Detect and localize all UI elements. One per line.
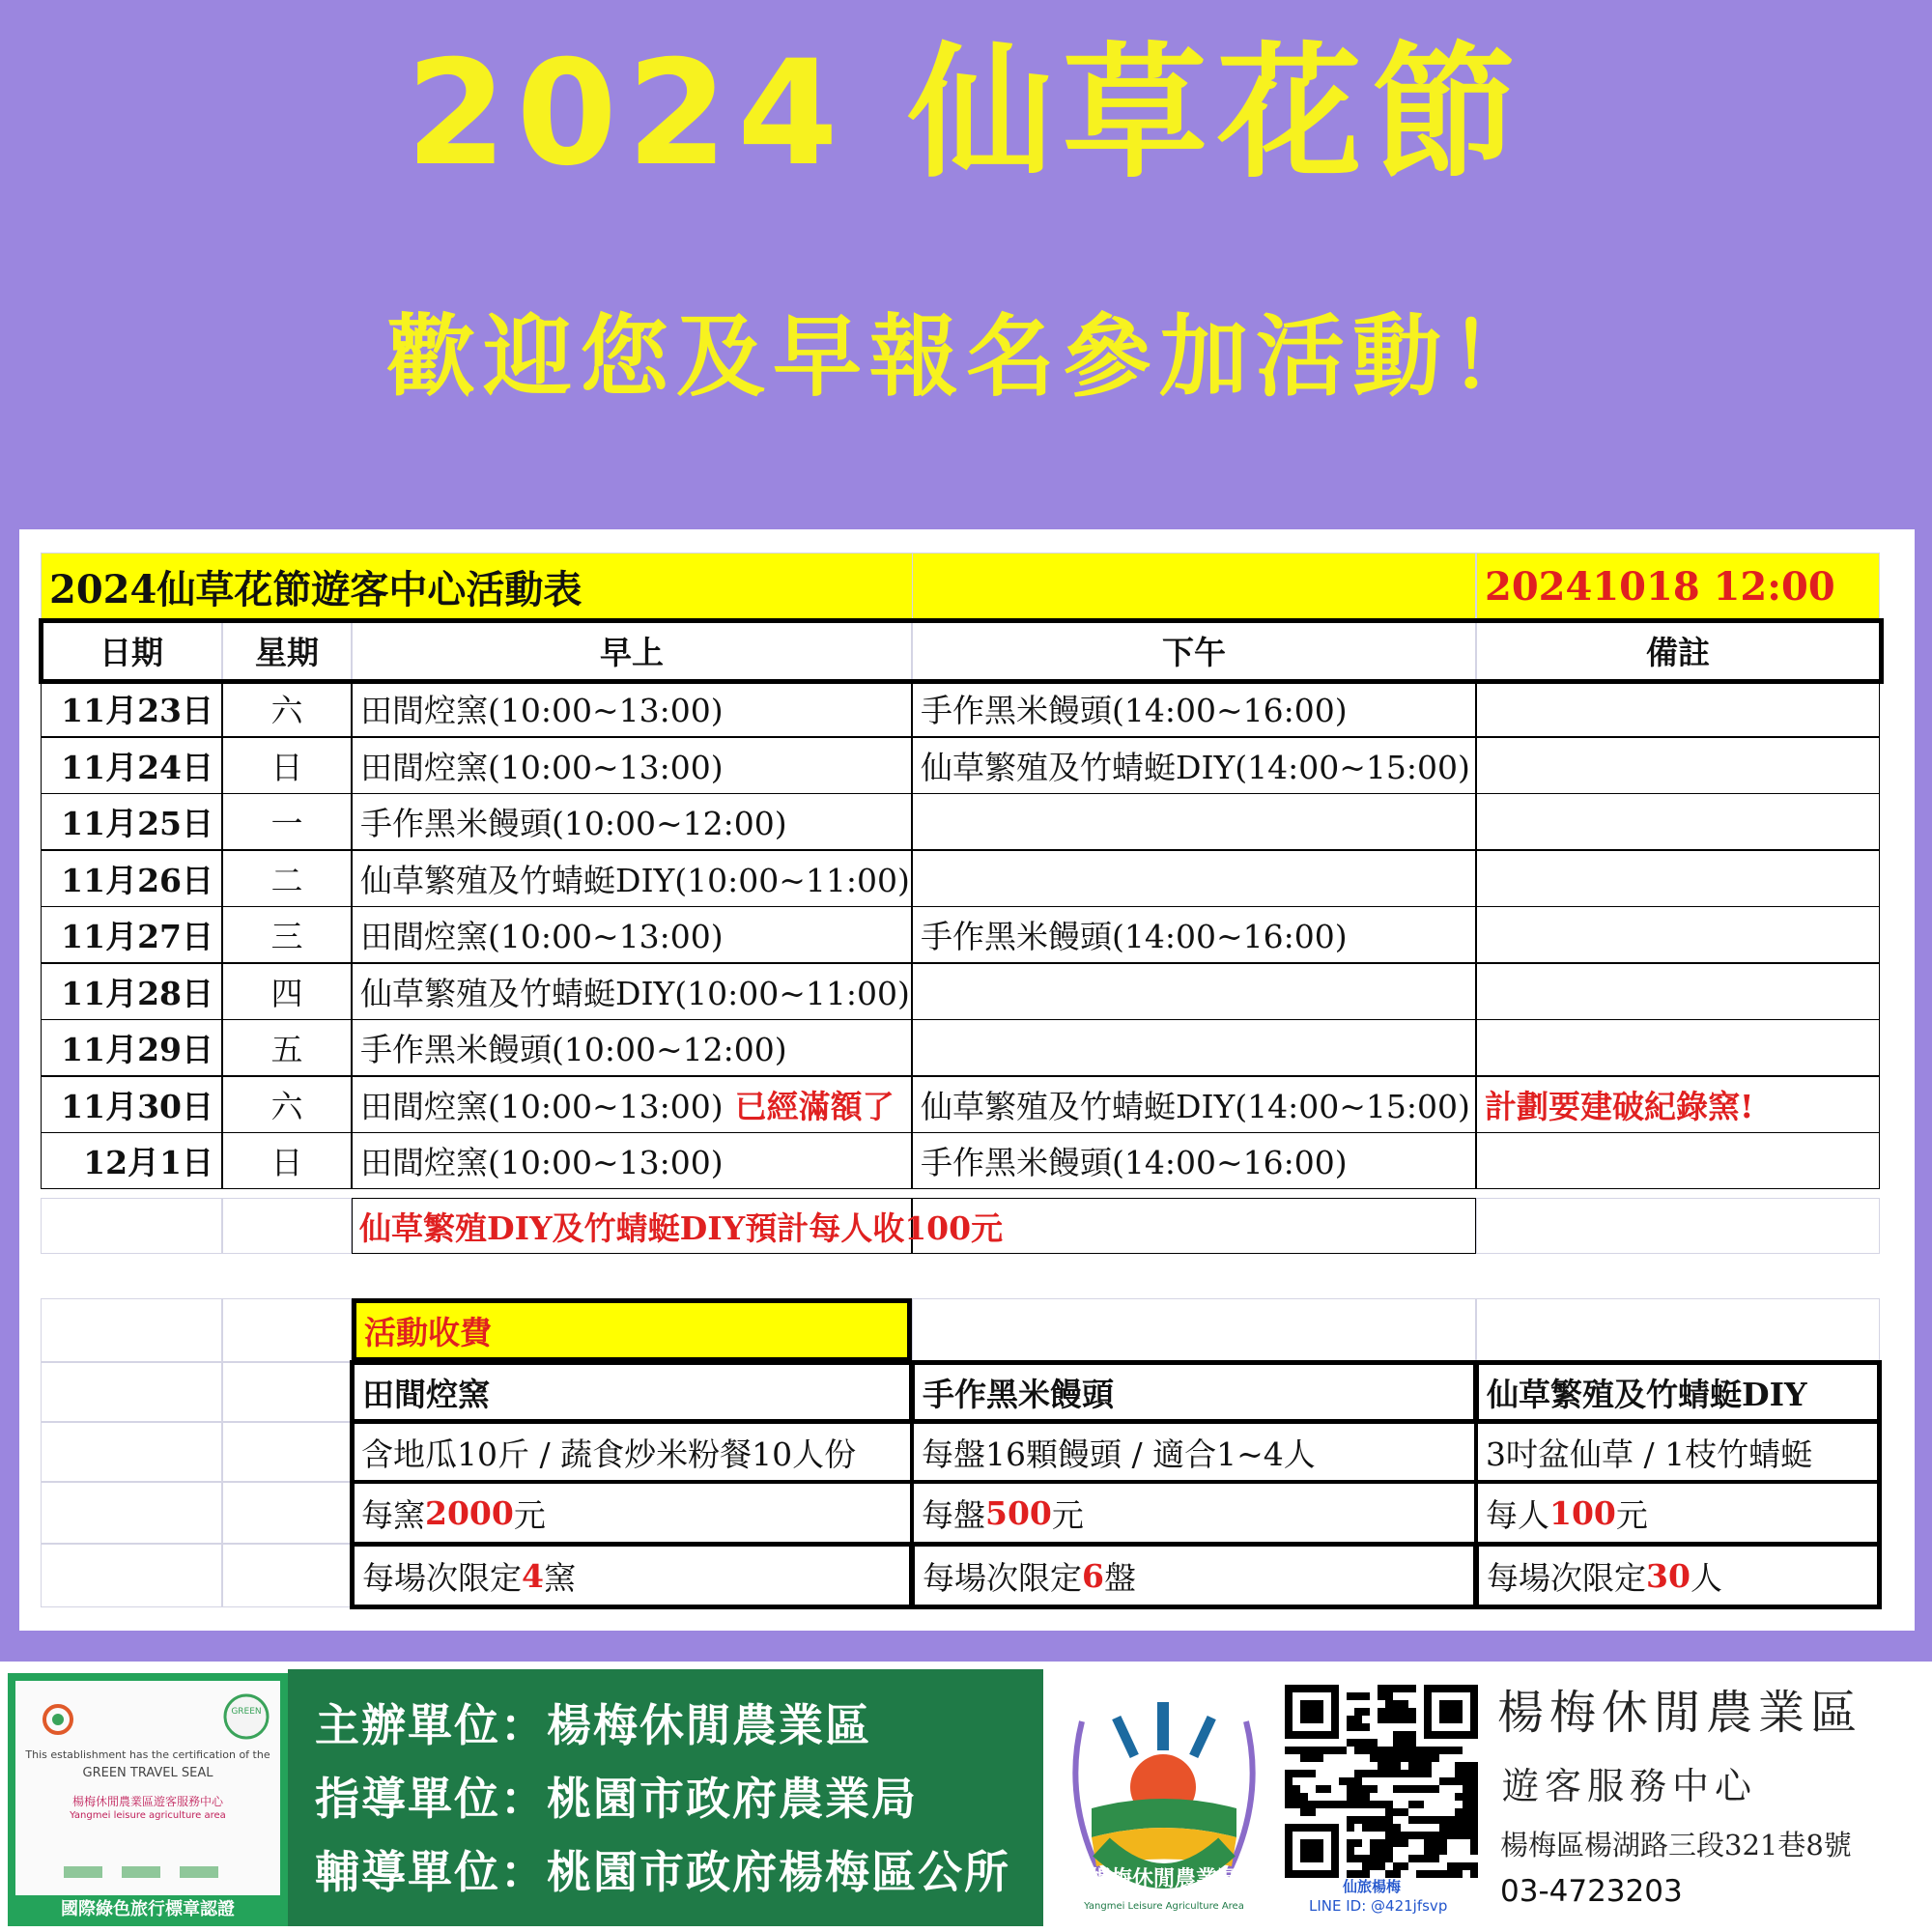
col-header-morning: 早上	[352, 620, 912, 680]
page-subtitle: 歡迎您及早報名參加活動！	[385, 305, 1546, 409]
fee-empty-cell	[41, 1544, 222, 1607]
fee-empty-cell	[222, 1482, 352, 1544]
fee-limit-value: 30	[1646, 1556, 1690, 1595]
fee-limit	[352, 1544, 912, 1607]
row-afternoon: 仙草繁殖及竹蜻蜓DIY(14:00~15:00)	[912, 1076, 1476, 1133]
title-row-spacer	[912, 553, 1476, 620]
row-morning	[352, 1132, 912, 1189]
seal-logo-icon	[29, 1698, 87, 1737]
row-date: 11月29日	[41, 1019, 222, 1076]
schedule-updated: 20241018 12:00	[1476, 553, 1880, 620]
row-morning-text: 手作黑米饅頭(10:00~12:00)	[360, 1031, 787, 1068]
fee-limit-value: 4	[522, 1556, 544, 1595]
row-morning	[352, 737, 912, 794]
row-weekday: 三	[222, 906, 352, 963]
row-weekday: 一	[222, 793, 352, 850]
row-date: 11月27日	[41, 906, 222, 963]
col-header-remark: 備註	[1476, 620, 1880, 680]
fee-price-prefix: 每窯	[361, 1495, 425, 1534]
col-header-date: 日期	[41, 620, 222, 680]
cert-line-3: 楊梅休閒農業區遊客服務中心	[71, 1795, 223, 1808]
row-morning-text: 仙草繁殖及竹蜻蜓DIY(10:00~11:00)	[360, 861, 910, 899]
fee-limit-value: 6	[1082, 1556, 1104, 1595]
row-afternoon: 仙草繁殖及竹蜻蜓DIY(14:00~15:00)	[912, 737, 1476, 794]
row-remark	[1476, 850, 1880, 907]
fee-limit	[912, 1544, 1476, 1607]
row-weekday: 日	[222, 737, 352, 794]
schedule-title: 2024仙草花節遊客中心活動表	[41, 553, 935, 620]
logo-text: 楊梅休閒農業區	[1089, 1867, 1239, 1891]
row-remark	[1476, 963, 1880, 1020]
row-afternoon: 手作黑米饅頭(14:00~16:00)	[912, 680, 1476, 737]
row-afternoon: 手作黑米饅頭(14:00~16:00)	[912, 1132, 1476, 1189]
row-weekday: 六	[222, 680, 352, 737]
cert-line-4: Yangmei leisure agriculture area	[70, 1810, 226, 1821]
row-date: 11月23日	[41, 680, 222, 737]
line-id: LINE ID: @421jfsvp	[1309, 1897, 1448, 1915]
note-empty-date	[41, 1198, 222, 1254]
row-morning	[352, 963, 912, 1020]
green-travel-badge-icon	[222, 1692, 270, 1741]
row-remark	[1476, 793, 1880, 850]
row-weekday: 二	[222, 850, 352, 907]
row-morning-text: 田間焢窯(10:00~13:00)	[360, 692, 724, 729]
note-empty-weekday	[222, 1198, 352, 1254]
col-header-afternoon: 下午	[912, 620, 1476, 680]
row-remark	[1476, 906, 1880, 963]
center-address: 楊梅區楊湖路三段321巷8號	[1500, 1829, 1852, 1861]
row-date: 11月26日	[41, 850, 222, 907]
certificate-card	[15, 1681, 280, 1895]
fee-price-prefix: 每盤	[922, 1495, 985, 1534]
fee-limit-suffix: 盤	[1103, 1558, 1136, 1597]
green-travel-certificate	[8, 1673, 288, 1926]
fee-empty-cell	[222, 1362, 352, 1422]
fee-empty-cell	[222, 1544, 352, 1607]
line-qr-code-icon	[1285, 1685, 1478, 1878]
row-remark: 計劃要建破紀錄窯!	[1476, 1076, 1880, 1133]
fee-limit-prefix: 每場次限定	[923, 1558, 1082, 1597]
row-morning	[352, 850, 912, 907]
row-weekday: 五	[222, 1019, 352, 1076]
fee-price	[912, 1482, 1476, 1544]
fee-empty-a0	[41, 1298, 222, 1362]
fee-title: 活動收費	[352, 1298, 912, 1362]
qr-caption: 仙旅楊梅	[1343, 1878, 1402, 1895]
fee-empty-cell	[222, 1422, 352, 1482]
fee-empty-d0	[912, 1298, 1476, 1362]
organizer-advisor: 輔導單位：桃園市政府楊梅區公所	[315, 1846, 1010, 1898]
fee-empty-cell	[41, 1422, 222, 1482]
fee-limit-prefix: 每場次限定	[362, 1558, 522, 1597]
row-morning-note: 已經滿額了	[734, 1087, 895, 1125]
center-subtitle: 遊客服務中心	[1502, 1765, 1758, 1807]
fee-desc: 3吋盆仙草 / 1枝竹蜻蜓	[1476, 1422, 1880, 1482]
cert-line-1: This establishment has the certification of the	[25, 1748, 270, 1761]
row-morning-text: 田間焢窯(10:00~13:00)	[360, 1087, 724, 1125]
row-morning	[352, 1019, 912, 1076]
fee-limit	[1476, 1544, 1880, 1607]
svg-text:GREEN: GREEN	[231, 1707, 262, 1717]
row-remark	[1476, 1019, 1880, 1076]
fee-price	[352, 1482, 912, 1544]
fee-limit-prefix: 每場次限定	[1487, 1558, 1646, 1597]
fee-empty-e0	[1476, 1298, 1880, 1362]
row-morning-text: 田間焢窯(10:00~13:00)	[360, 918, 724, 955]
fee-price-suffix: 元	[513, 1495, 546, 1534]
fee-name: 手作黑米饅頭	[912, 1362, 1476, 1422]
fee-desc: 含地瓜10斤 / 蔬食炒米粉餐10人份	[352, 1422, 912, 1482]
cert-line-2: GREEN TRAVEL SEAL	[82, 1766, 213, 1780]
row-remark	[1476, 737, 1880, 794]
fee-price-suffix: 元	[1051, 1495, 1084, 1534]
center-phone: 03-4723203	[1500, 1874, 1683, 1909]
note-remark-cell	[1476, 1198, 1880, 1254]
row-morning-text: 手作黑米饅頭(10:00~12:00)	[360, 805, 787, 842]
fee-empty-b0	[222, 1298, 352, 1362]
fee-limit-suffix: 人	[1690, 1558, 1722, 1597]
organizer-guide: 指導單位：桃園市政府農業局	[315, 1773, 918, 1825]
fee-price-value: 500	[985, 1493, 1052, 1532]
row-date: 12月1日	[41, 1132, 222, 1189]
row-remark	[1476, 1132, 1880, 1189]
row-date: 11月25日	[41, 793, 222, 850]
row-afternoon	[912, 963, 1476, 1020]
fee-price-prefix: 每人	[1486, 1495, 1549, 1534]
schedule-note: 仙草繁殖DIY及竹蜻蜓DIY預計每人收100元	[359, 1208, 1004, 1247]
yangmei-logo-icon	[1053, 1683, 1275, 1915]
row-remark	[1476, 680, 1880, 737]
organizer-host: 主辦單位：楊梅休閒農業區	[315, 1699, 871, 1751]
page-title: 2024 仙草花節	[406, 30, 1526, 198]
row-morning	[352, 906, 912, 963]
fee-name: 田間焢窯	[352, 1362, 912, 1422]
fee-price-suffix: 元	[1615, 1495, 1648, 1534]
row-afternoon: 手作黑米饅頭(14:00~16:00)	[912, 906, 1476, 963]
row-morning-text: 仙草繁殖及竹蜻蜓DIY(10:00~11:00)	[360, 974, 910, 1012]
fee-price-value: 2000	[425, 1493, 514, 1532]
fee-desc: 每盤16顆饅頭 / 適合1~4人	[912, 1422, 1476, 1482]
center-name: 楊梅休閒農業區	[1497, 1686, 1863, 1740]
schedule-sheet	[19, 529, 1915, 1631]
fee-name: 仙草繁殖及竹蜻蜓DIY	[1476, 1362, 1880, 1422]
row-date: 11月30日	[41, 1076, 222, 1133]
fee-price	[1476, 1482, 1880, 1544]
row-morning-text: 田間焢窯(10:00~13:00)	[360, 748, 724, 786]
row-afternoon	[912, 793, 1476, 850]
footer	[0, 1662, 1932, 1932]
row-weekday: 日	[222, 1132, 352, 1189]
row-morning-text: 田間焢窯(10:00~13:00)	[360, 1144, 724, 1181]
row-morning	[352, 793, 912, 850]
row-date: 11月24日	[41, 737, 222, 794]
row-afternoon	[912, 850, 1476, 907]
cert-partner-logos-icon	[64, 1861, 238, 1884]
fee-empty-cell	[41, 1362, 222, 1422]
row-weekday: 六	[222, 1076, 352, 1133]
fee-empty-cell	[41, 1482, 222, 1544]
organizer-panel	[288, 1669, 1043, 1926]
cert-caption: 國際綠色旅行標章認證	[61, 1899, 235, 1919]
row-afternoon	[912, 1019, 1476, 1076]
logo-en: Yangmei Leisure Agriculture Area	[1084, 1901, 1244, 1912]
row-morning	[352, 680, 912, 737]
row-weekday: 四	[222, 963, 352, 1020]
col-header-weekday: 星期	[222, 620, 352, 680]
fee-limit-suffix: 窯	[543, 1558, 576, 1597]
row-morning	[352, 1076, 912, 1133]
row-date: 11月28日	[41, 963, 222, 1020]
fee-price-value: 100	[1549, 1493, 1616, 1532]
